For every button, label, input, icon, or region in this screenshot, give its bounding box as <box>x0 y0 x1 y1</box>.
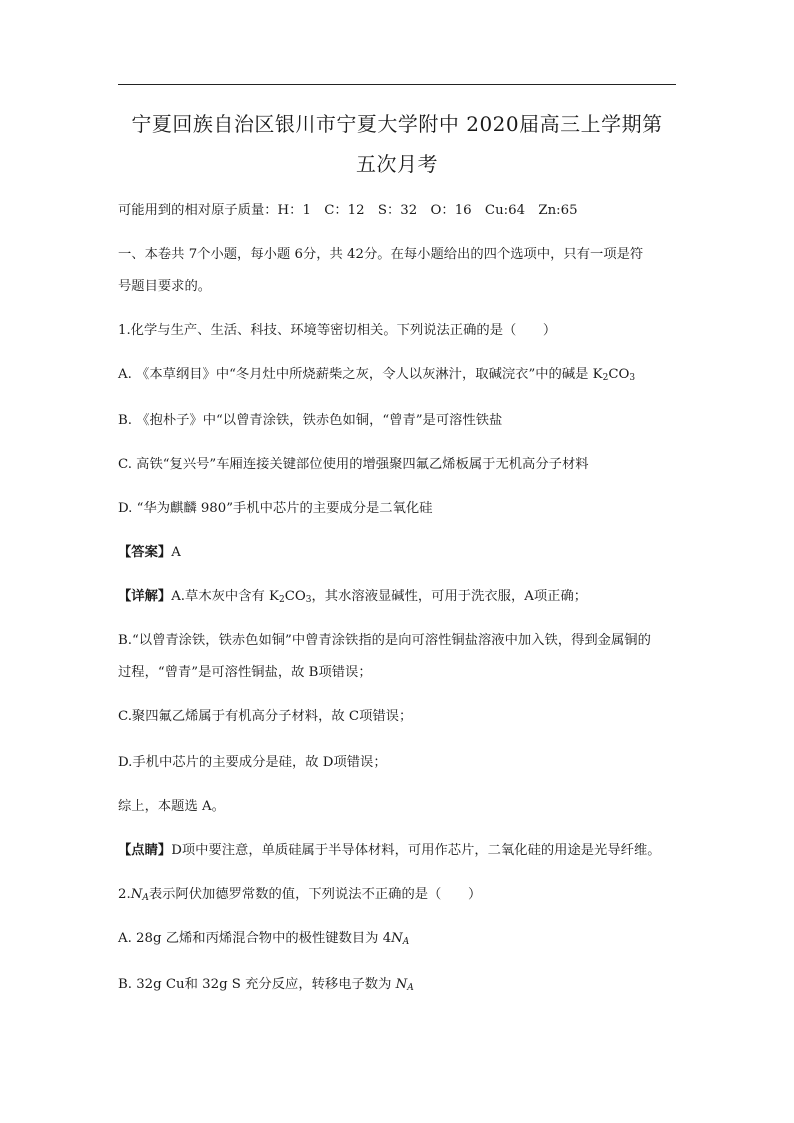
question-1-option-c: C. 高铁“复兴号”车厢连接关键部位使用的增强聚四氟乙烯板属于无机高分子材料 <box>118 457 589 472</box>
question-1-stem: 1.化学与生产、生活、科技、环境等密切相关。下列说法正确的是（ ） <box>118 323 557 338</box>
question-1-answer: 【答案】A <box>118 545 181 560</box>
question-2-option-a: A. 28g 乙烯和丙烯混合物中的极性键数目为 $4N_A$ <box>118 931 410 947</box>
question-1-detail-c: C.聚四氟乙烯属于有机高分子材料，故 C项错误； <box>118 709 413 724</box>
question-2-stem: $2.N_A$表示阿伏加德罗常数的值，下列说法不正确的是（ ） <box>118 887 482 903</box>
question-1-option-a: A. 《本草纲目》中“冬月灶中所烧薪柴之灰，令人以灰淋汁，取碱浣衣”中的碱是 $K_2CO_3$ <box>118 367 636 383</box>
question-1-detail-b-cont: 过程，“曾青”是可溶性铜盐，故 B项错误； <box>118 665 372 680</box>
question-1-option-d: D. “华为麒麟 980”手机中芯片的主要成分是二氧化硅 <box>118 501 433 516</box>
question-1-detail: 【详解】A.草木灰中含有 $K_2CO_3$，其水溶液显碱性，可用于洗衣服，A项正确； <box>118 589 588 605</box>
question-1-detail-d: D.手机中芯片的主要成分是硅，故 D项错误； <box>118 755 387 770</box>
question-2-option-b: B. 32g Cu和 32g S 充分反应，转移电子数为 $N_A$ <box>118 977 414 993</box>
section-instructions-cont: 号题目要求的。 <box>118 279 212 294</box>
question-1-option-b: B. 《抱朴子》中“以曾青涂铁，铁赤色如铜，“曾青”是可溶性铁盐 <box>118 413 503 428</box>
page-title: 宁夏回族自治区银川市宁夏大学附中 2020届高三上学期第 <box>131 112 663 136</box>
atomic-mass-note: 可能用到的相对原子质量：H：1 C：12 S：32 O：16 Cu:64 Zn:65 <box>118 203 578 218</box>
question-1-summary: 综上，本题选 A。 <box>118 799 225 814</box>
header-rule <box>118 84 676 85</box>
question-1-tip: 【点睛】D项中要注意，单质硅属于半导体材料，可用作芯片，二氧化硅的用途是光导纤维。 <box>118 843 661 858</box>
section-instructions: 一、本卷共 7个小题，每小题 6分，共 42分。在每小题给出的四个选项中，只有一项是符 <box>118 247 644 262</box>
question-1-detail-b: B.“以曾青涂铁，铁赤色如铜”中曾青涂铁指的是向可溶性铜盐溶液中加入铁，得到金属铜的 <box>118 633 651 648</box>
page-title-line2: 五次月考 <box>356 152 438 176</box>
